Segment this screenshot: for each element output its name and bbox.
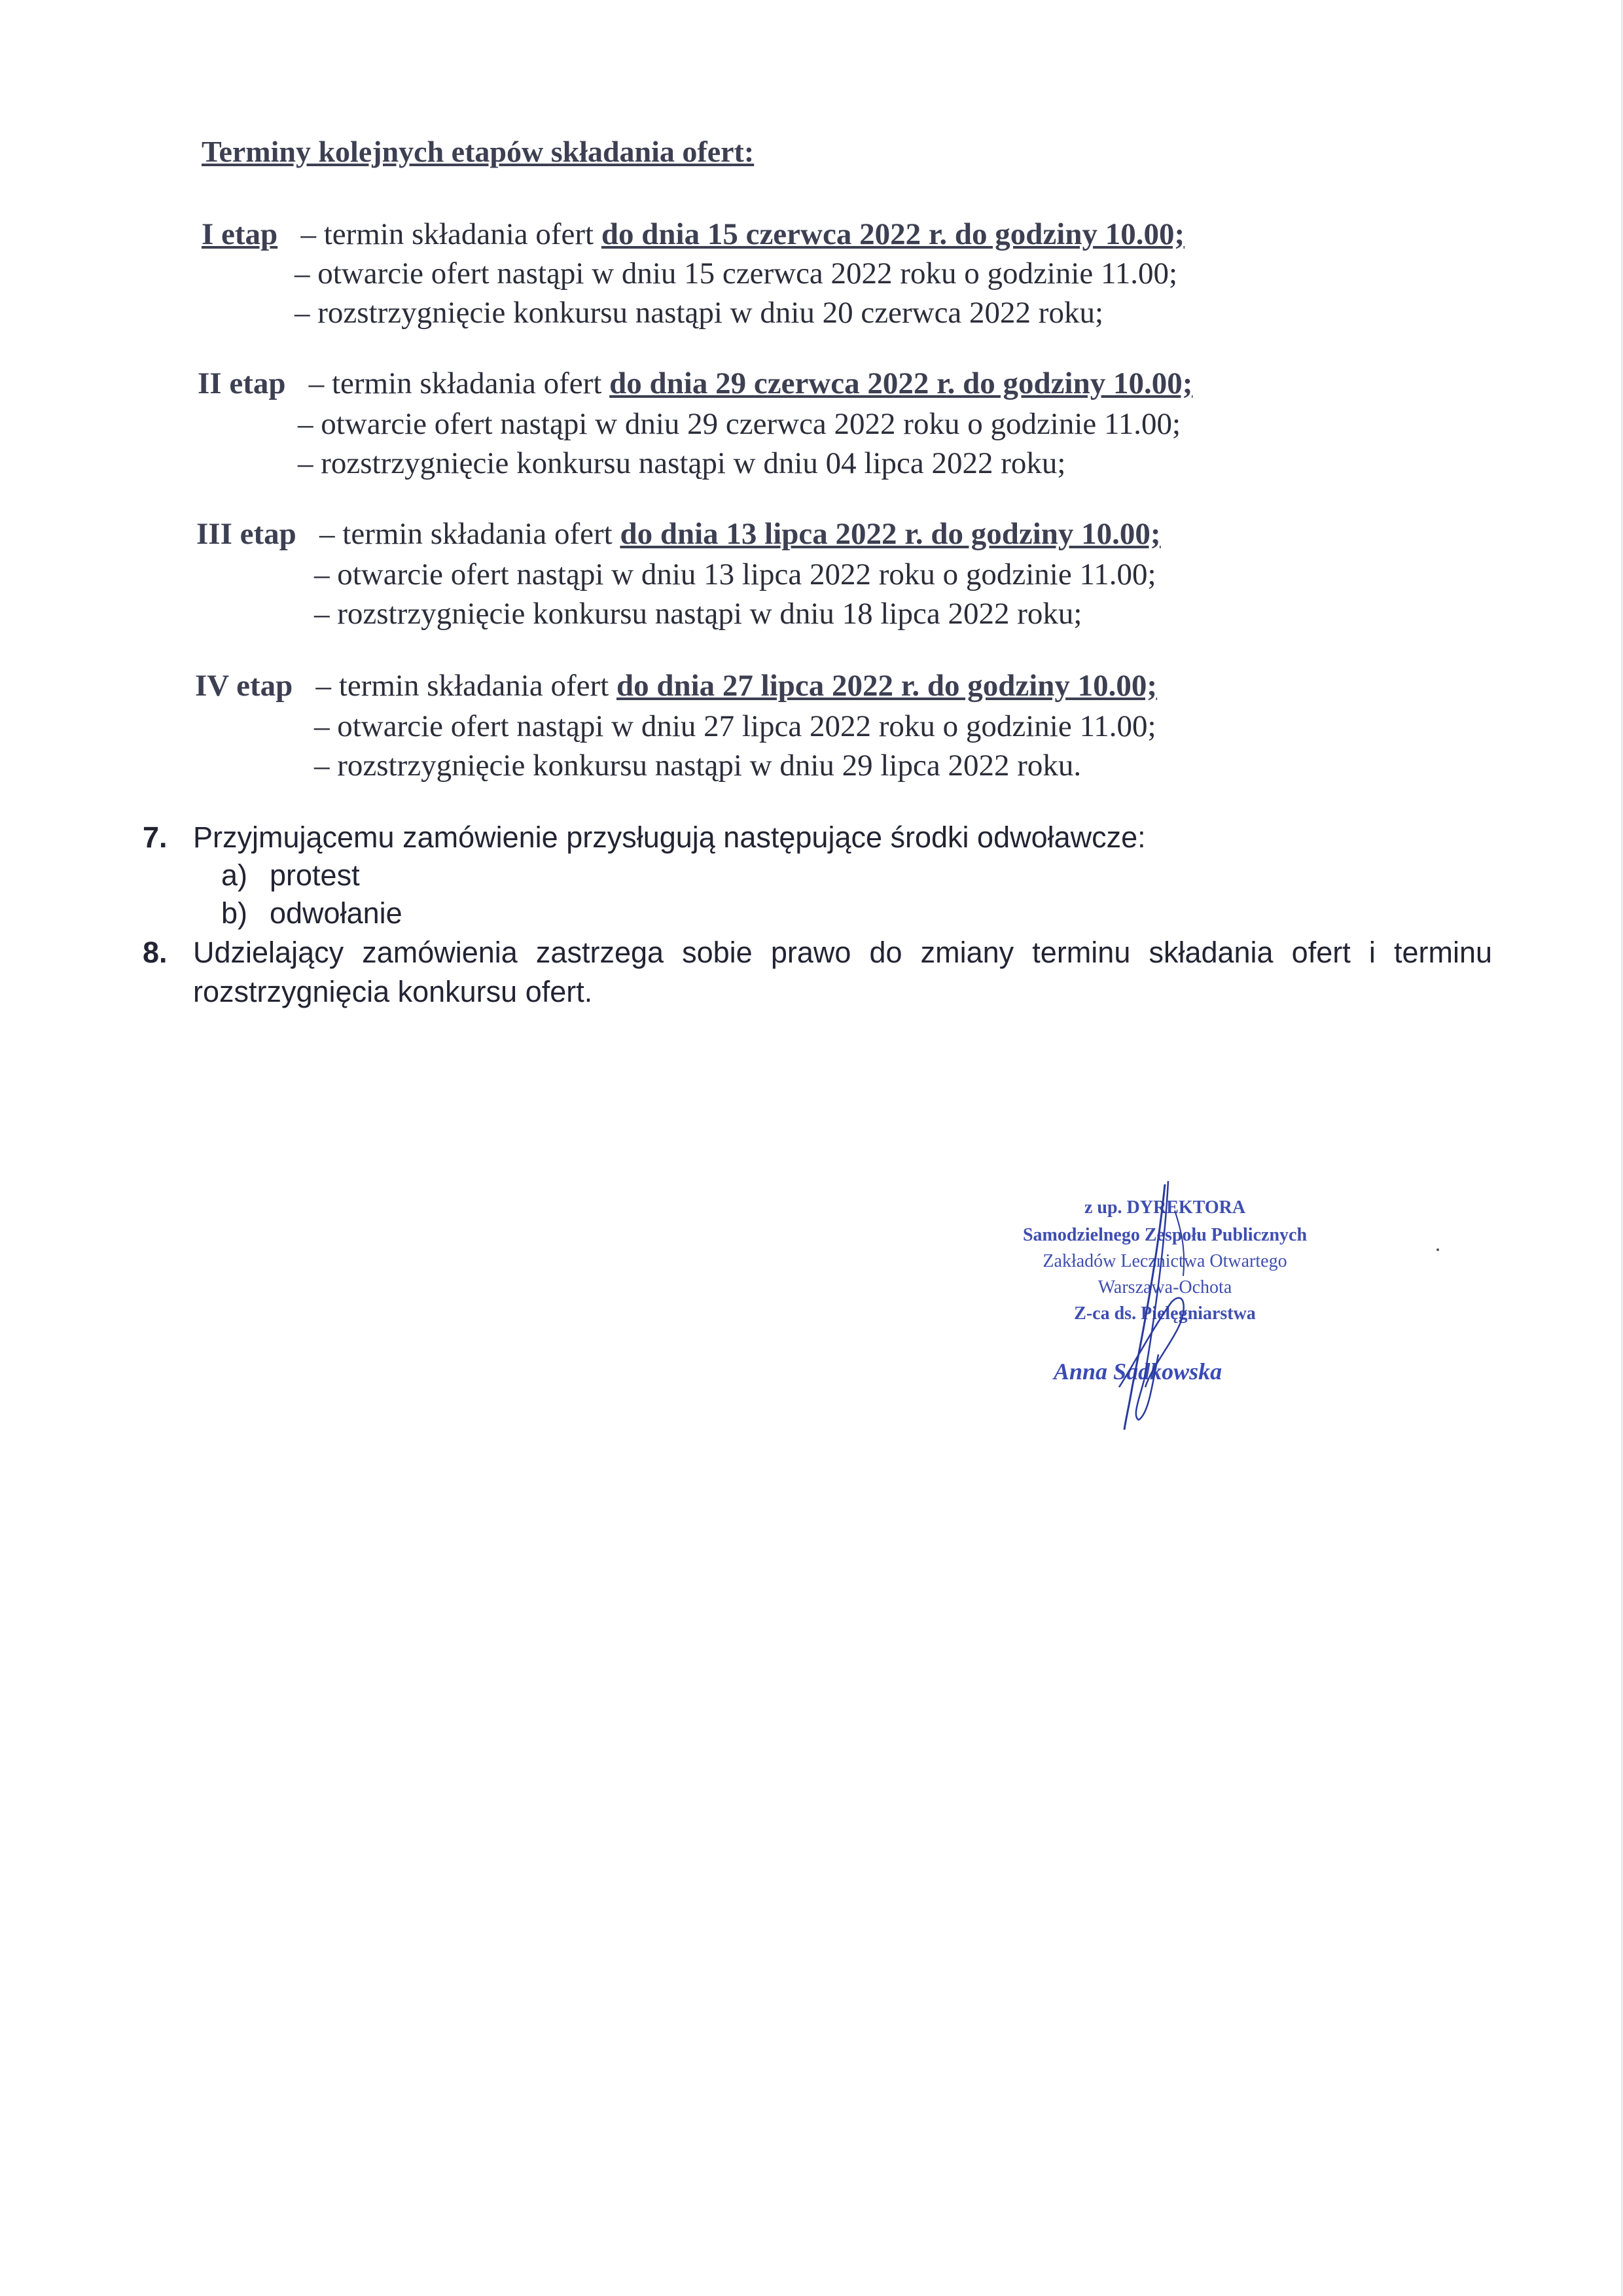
- stage-1-deadline-line: [202, 219, 1185, 250]
- stages-heading: Terminy kolejnych etapów składania ofert:: [202, 135, 755, 168]
- stage-2-resolution: – rozstrzygnięcie konkursu nastąpi w dniu 04 lipca 2022 roku;: [298, 446, 1066, 480]
- item-7-number: 7.: [143, 821, 168, 854]
- scan-speck: [1436, 1248, 1439, 1251]
- stage-1-opening: – otwarcie ofert nastąpi w dniu 15 czerwca 2022 roku o godzinie 11.00;: [294, 256, 1178, 291]
- stage-3-opening: – otwarcie ofert nastąpi w dniu 13 lipca 2022 roku o godzinie 11.00;: [314, 557, 1156, 592]
- stage-4-deadline-line: [195, 671, 1157, 701]
- item-8-number: 8.: [143, 936, 168, 969]
- stage-1-lead: [285, 217, 301, 251]
- stage-1-resolution: – rozstrzygnięcie konkursu nastąpi w dniu 20 czerwca 2022 roku;: [294, 296, 1103, 330]
- stage-2-deadline: do dnia 29 czerwca 2022 r. do godziny 10.00;: [609, 366, 1193, 400]
- stamp-name: Anna Sadkowska: [1054, 1358, 1222, 1385]
- item-7a-text: protest: [270, 858, 360, 892]
- stage-1-deadline: do dnia 15 czerwca 2022 r. do godziny 10.00;: [601, 217, 1185, 251]
- stage-2-lead-text: – termin składania ofert: [308, 366, 610, 400]
- stage-2-label: II etap: [198, 366, 286, 400]
- handwritten-signature: [1034, 1171, 1230, 1433]
- stage-3-deadline-line: [196, 519, 1161, 550]
- stamp-line-1: z up. DYREKTORA: [1084, 1197, 1246, 1218]
- item-7b-text: odwołanie: [270, 896, 402, 930]
- item-7a-marker: a): [221, 858, 248, 892]
- stage-4-resolution: – rozstrzygnięcie konkursu nastąpi w dniu 29 lipca 2022 roku.: [314, 749, 1082, 783]
- stage-4-lead-text: – termin składania ofert: [315, 669, 616, 703]
- stage-4-deadline: do dnia 27 lipca 2022 r. do godziny 10.00;: [616, 669, 1158, 703]
- stage-2-deadline-line: [198, 368, 1192, 399]
- stage-3-lead-text: – termin składania ofert: [319, 517, 620, 551]
- stamp-line-4: Warszawa-Ochota: [1097, 1277, 1232, 1298]
- stamp-line-3: Zakładów Lecznictwa Otwartego: [1043, 1251, 1287, 1271]
- stage-3-resolution: – rozstrzygnięcie konkursu nastąpi w dniu 18 lipca 2022 roku;: [314, 597, 1082, 631]
- stamp-line-5: Z-ca ds. Pielęgniarstwa: [1074, 1303, 1256, 1324]
- item-8-text: Udzielający zamówienia zastrzega sobie prawo do zmiany terminu składania ofert i terminu: [193, 936, 1492, 969]
- stage-4-opening: – otwarcie ofert nastąpi w dniu 27 lipca 2022 roku o godzinie 11.00;: [314, 709, 1156, 743]
- item-7-text: Przyjmującemu zamówienie przysługują następujące środki odwoławcze:: [193, 821, 1146, 854]
- item-8-text-continued: rozstrzygnięcia konkursu ofert.: [193, 975, 593, 1008]
- stage-3-label: III etap: [196, 517, 296, 551]
- stage-3-deadline: do dnia 13 lipca 2022 r. do godziny 10.00;: [620, 517, 1161, 551]
- stage-4-label: IV etap: [195, 669, 293, 703]
- stage-2-opening: – otwarcie ofert nastąpi w dniu 29 czerwca 2022 roku o godzinie 11.00;: [298, 407, 1181, 441]
- item-7b-marker: b): [221, 896, 248, 930]
- stage-1-lead-text: – termin składania ofert: [300, 217, 601, 251]
- stamp-line-2: Samodzielnego Zespołu Publicznych: [1022, 1225, 1308, 1245]
- stage-1-label: I etap: [202, 217, 278, 251]
